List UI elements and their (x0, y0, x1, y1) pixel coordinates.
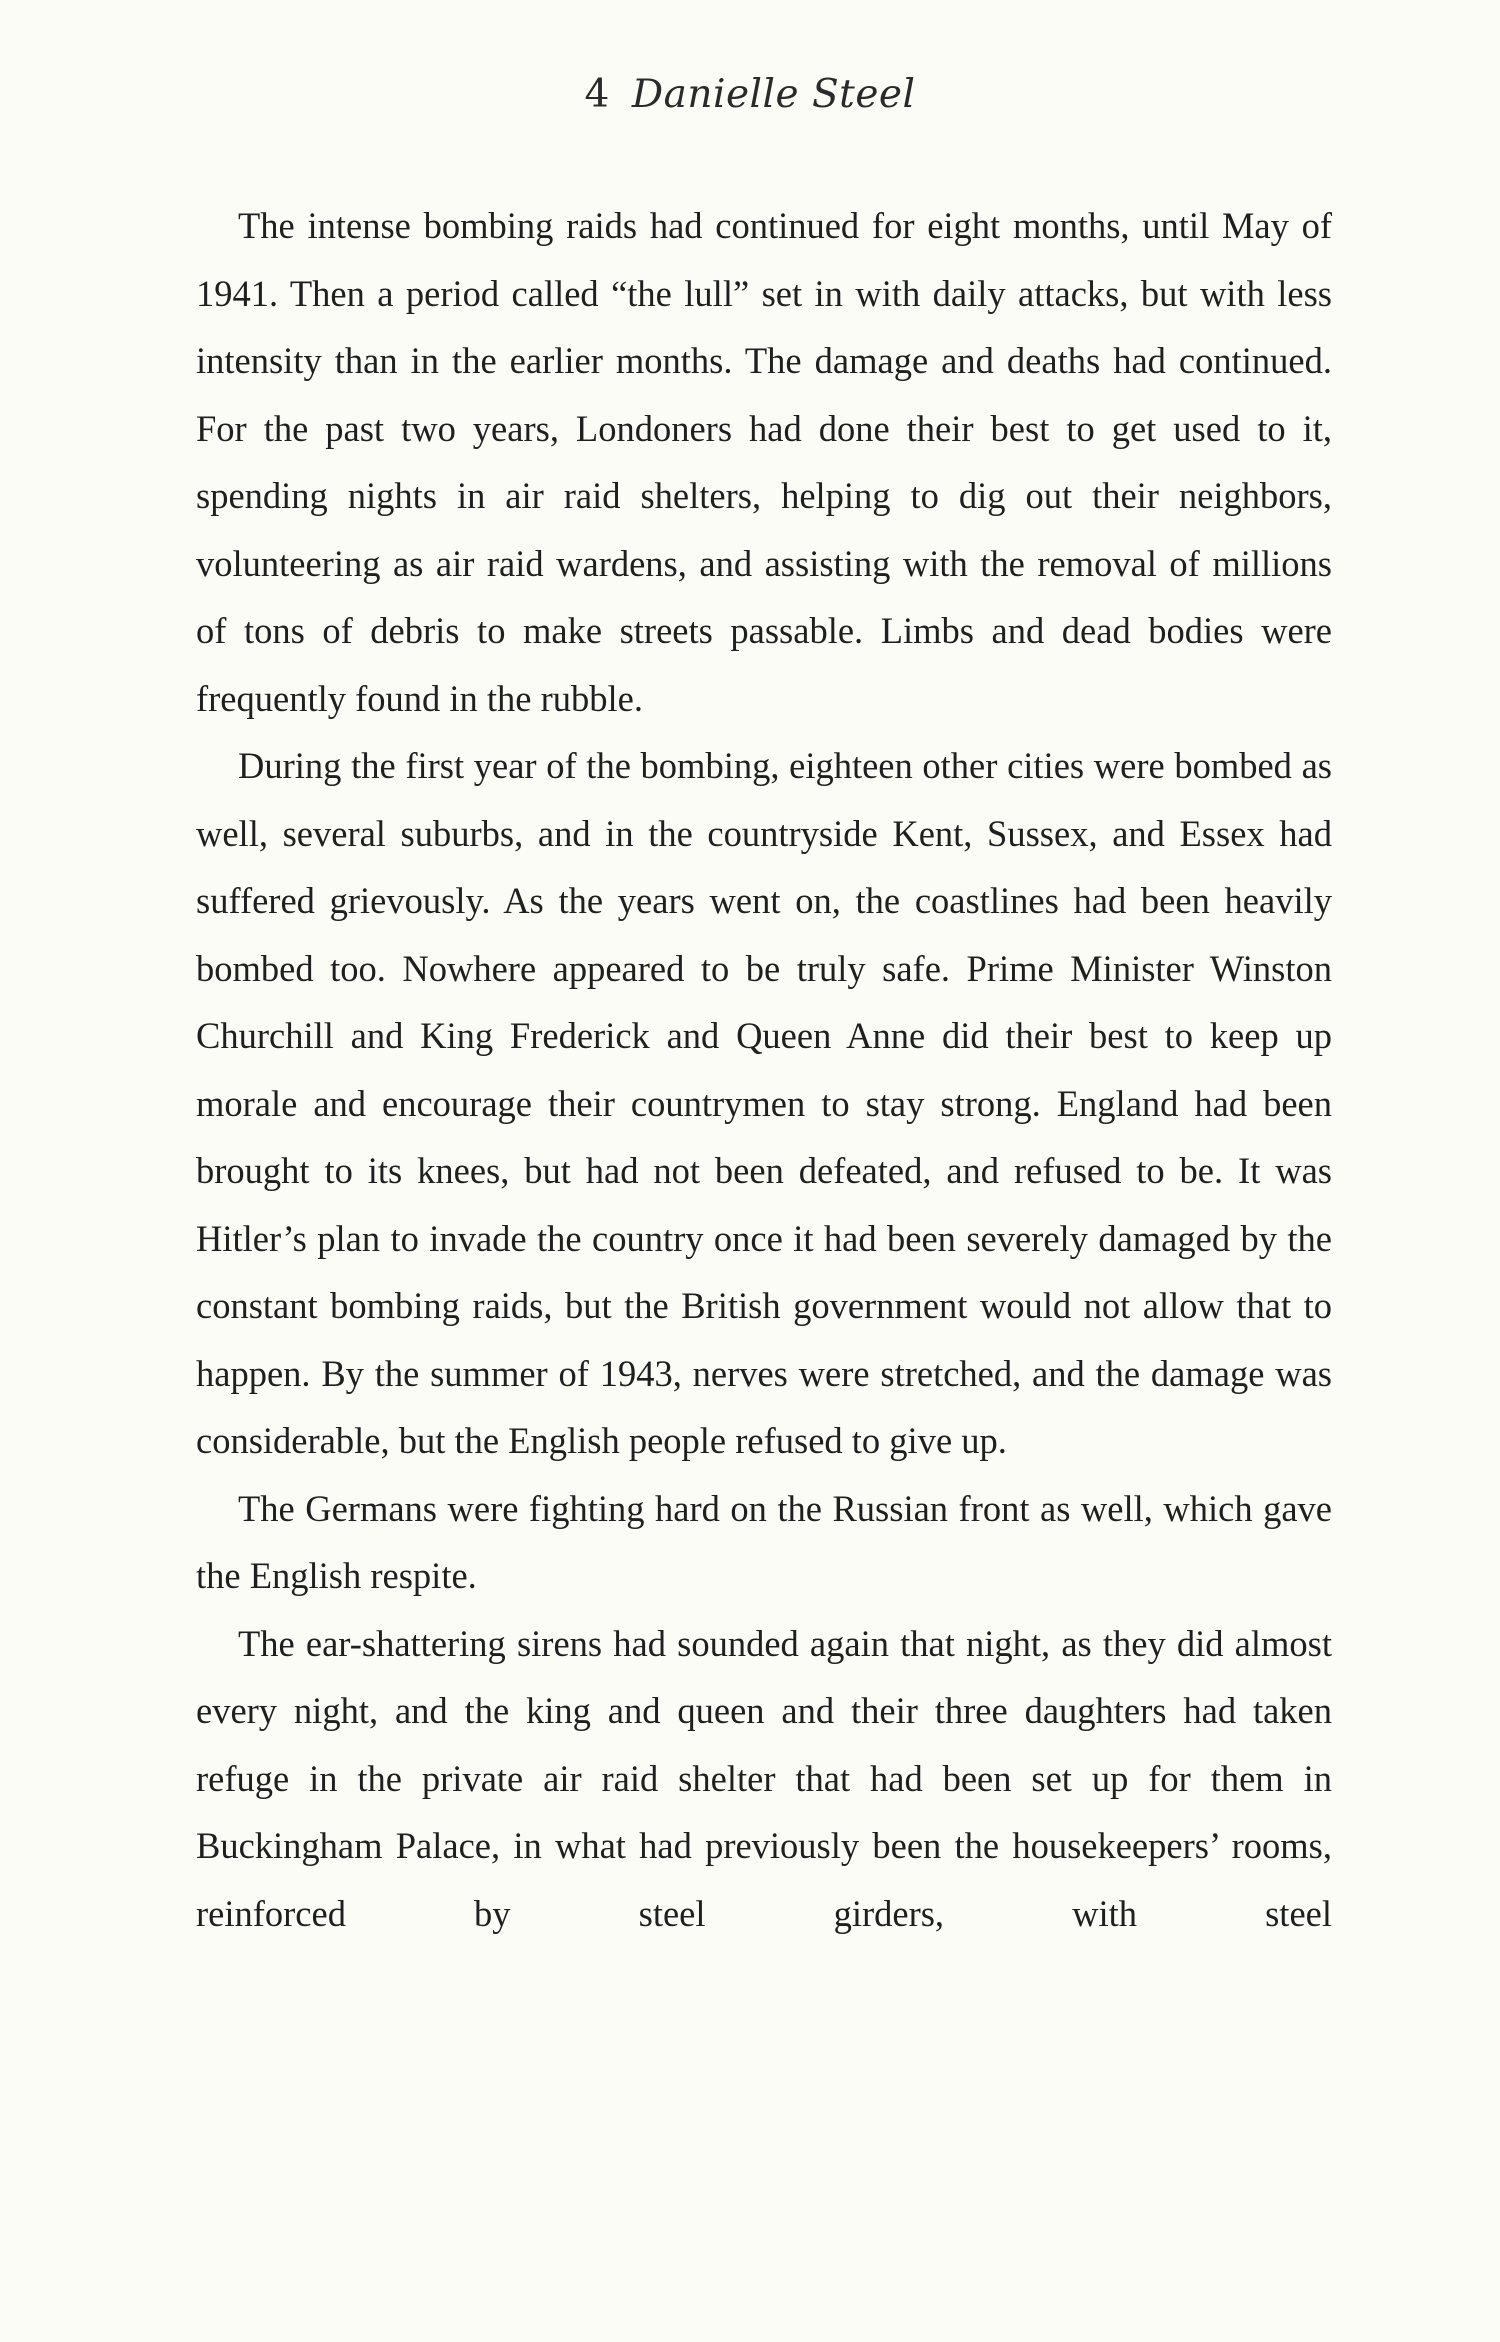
paragraph-3: The Germans were fighting hard on the Russian front as well, which gave the English respite. (196, 1487, 1332, 1596)
page-number: 4 (584, 72, 610, 117)
body-text (196, 192, 1332, 1947)
paragraph-2: During the first year of the bombing, eighteen other cities were bombed as well, several suburbs, and in the countryside Kent, Sussex, and Essex had suffered grievously. As the years went on, the coastlines had been heavily bombed too. Nowhere appeared to be truly safe. Prime Minister Winston Churchill and King Frederick and Queen Anne did their best to keep up morale and encourage their countrymen to stay strong. England had been brought to its knees, but had not been defeated, and refused to be. It was Hitler’s plan to invade the country once it had been severely damaged by the constant bombing raids, but the British government would not allow that to happen. By the summer of 1943, nerves were stretched, and the damage was considerable, but the English people refused to give up. (196, 745, 1332, 1461)
paragraph-4: The ear-shattering sirens had sounded again that night, as they did almost every night, and the king and queen and their three daughters had taken refuge in the private air raid shelter that had been set up for them in Buckingham Palace, in what had previously been the housekeepers’ rooms, reinforced by steel girders, with steel (196, 1622, 1332, 1934)
author-name: Danielle Steel (631, 72, 916, 117)
paragraph-1: The intense bombing raids had continued for eight months, until May of 1941. Then a period called “the lull” set in with daily attacks, but with less intensity than in the earlier months. The damage and deaths had continued. For the past two years, Londoners had done their best to get used to it, spending nights in air raid shelters, helping to dig out their neighbors, volunteering as air raid wardens, and assisting with the removal of millions of tons of debris to make streets passable. Limbs and dead bodies were frequently found in the rubble. (196, 205, 1332, 719)
running-head (0, 72, 1500, 117)
